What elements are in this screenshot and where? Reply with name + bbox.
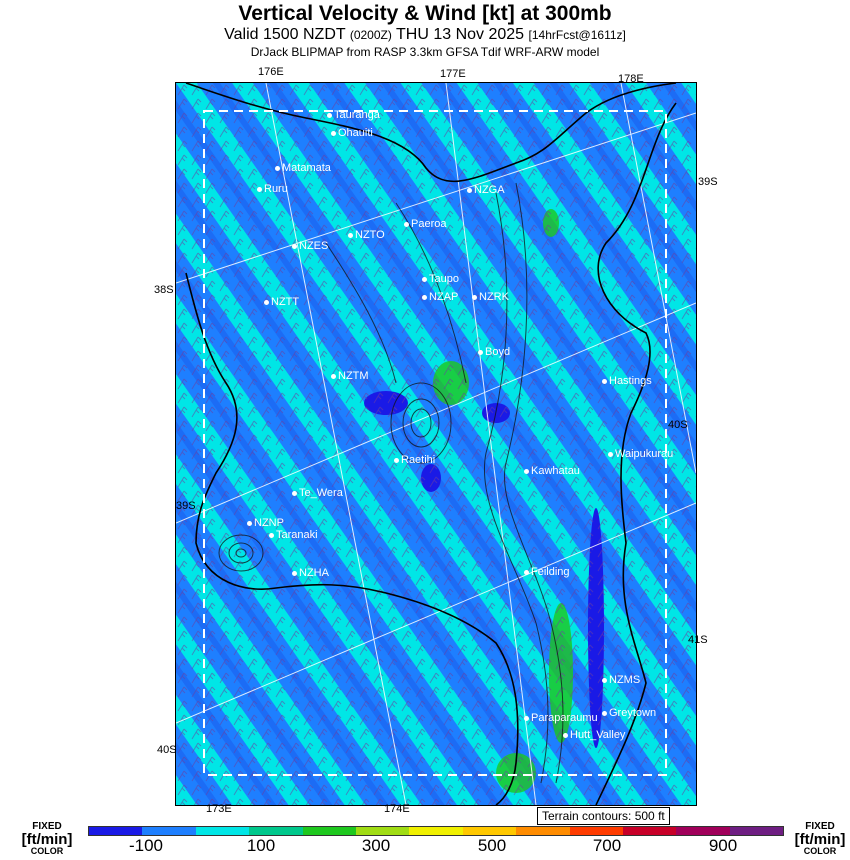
colorbar-label: 100 (246, 836, 276, 855)
station-marker: Ruru (257, 183, 288, 195)
station-marker: NZMS (602, 674, 640, 686)
colorbar-swatch (356, 827, 409, 835)
colorbar-label: -100 (128, 836, 164, 855)
colorbar-label: 900 (708, 836, 738, 855)
colorbar-swatch (463, 827, 516, 835)
station-marker: NZAP (422, 291, 458, 303)
station-marker: NZTT (264, 296, 299, 308)
model-line: DrJack BLIPMAP from RASP 3.3km GFSA Tdif WRF-ARW model (250, 45, 600, 59)
station-marker: Hutt_Valley (563, 729, 625, 741)
station-marker: NZHA (292, 567, 329, 579)
lon-bottom-173e: 173E (206, 803, 232, 815)
station-marker: NZES (292, 240, 328, 252)
lat-right-40s: 40S (668, 419, 688, 431)
station-marker: NZRK (472, 291, 509, 303)
fixed-color-left: FIXED [ft/min] COLOR (21, 821, 73, 856)
lat-left-39s: 39S (176, 500, 196, 512)
map-area (175, 82, 697, 806)
valid-forecast: [14hrFcst@1611z] (528, 28, 626, 42)
station-marker: Paraparaumu (524, 712, 598, 724)
station-marker: Taupo (422, 273, 459, 285)
station-marker: Feilding (524, 566, 570, 578)
colorbar-label: 300 (361, 836, 391, 855)
chart-title: Vertical Velocity & Wind [kt] at 300mb (238, 2, 612, 25)
lat-right-41s: 41S (688, 634, 708, 646)
lon-top-176e: 176E (258, 66, 284, 78)
valid-utc: (0200Z) (349, 28, 392, 42)
station-marker: Greytown (602, 707, 656, 719)
colorbar-swatch (196, 827, 249, 835)
station-marker: Kawhatau (524, 465, 580, 477)
valid-main: Valid 1500 NZDT (224, 26, 346, 43)
lat-right-39s: 39S (698, 176, 718, 188)
station-marker: Taranaki (269, 529, 318, 541)
station-marker: NZGA (467, 184, 505, 196)
station-marker: Te_Wera (292, 487, 343, 499)
lat-left-38s: 38S (154, 284, 174, 296)
valid-time (0, 26, 850, 44)
station-marker: Raetihi (394, 454, 435, 466)
terrain-contour-note: Terrain contours: 500 ft (537, 807, 670, 825)
station-marker: Boyd (478, 346, 510, 358)
station-marker: Waipukurau (608, 448, 673, 460)
station-marker: Paeroa (404, 218, 446, 230)
colorbar-swatch (730, 827, 783, 835)
colorbar-swatch (89, 827, 142, 835)
colorbar-label: 500 (477, 836, 507, 855)
station-marker: Hastings (602, 375, 652, 387)
colorbar-swatch (623, 827, 676, 835)
valid-date: THU 13 Nov 2025 (396, 26, 525, 43)
station-marker: Ohauiti (331, 127, 373, 139)
lat-left-40s: 40S (157, 744, 177, 756)
lon-bottom-174e: 174E (384, 803, 410, 815)
station-marker: NZTM (331, 370, 369, 382)
colorbar-swatch (303, 827, 356, 835)
station-marker: NZTO (348, 229, 385, 241)
colorbar-swatch (676, 827, 729, 835)
colorbar-swatch (249, 827, 302, 835)
fixed-color-right: FIXED [ft/min] COLOR (794, 821, 846, 856)
station-marker: NZNP (247, 517, 284, 529)
station-marker: Matamata (275, 162, 331, 174)
map-svg (176, 83, 696, 805)
colorbar-swatch (142, 827, 195, 835)
colorbar-swatch (570, 827, 623, 835)
colorbar-swatch (516, 827, 569, 835)
lon-top-178e: 178E (618, 73, 644, 85)
station-marker: Tauranga (327, 109, 380, 121)
colorbar (88, 826, 784, 836)
colorbar-swatch (409, 827, 462, 835)
lon-top-177e: 177E (440, 68, 466, 80)
wind-barbs (176, 83, 696, 805)
colorbar-label: 700 (592, 836, 622, 855)
